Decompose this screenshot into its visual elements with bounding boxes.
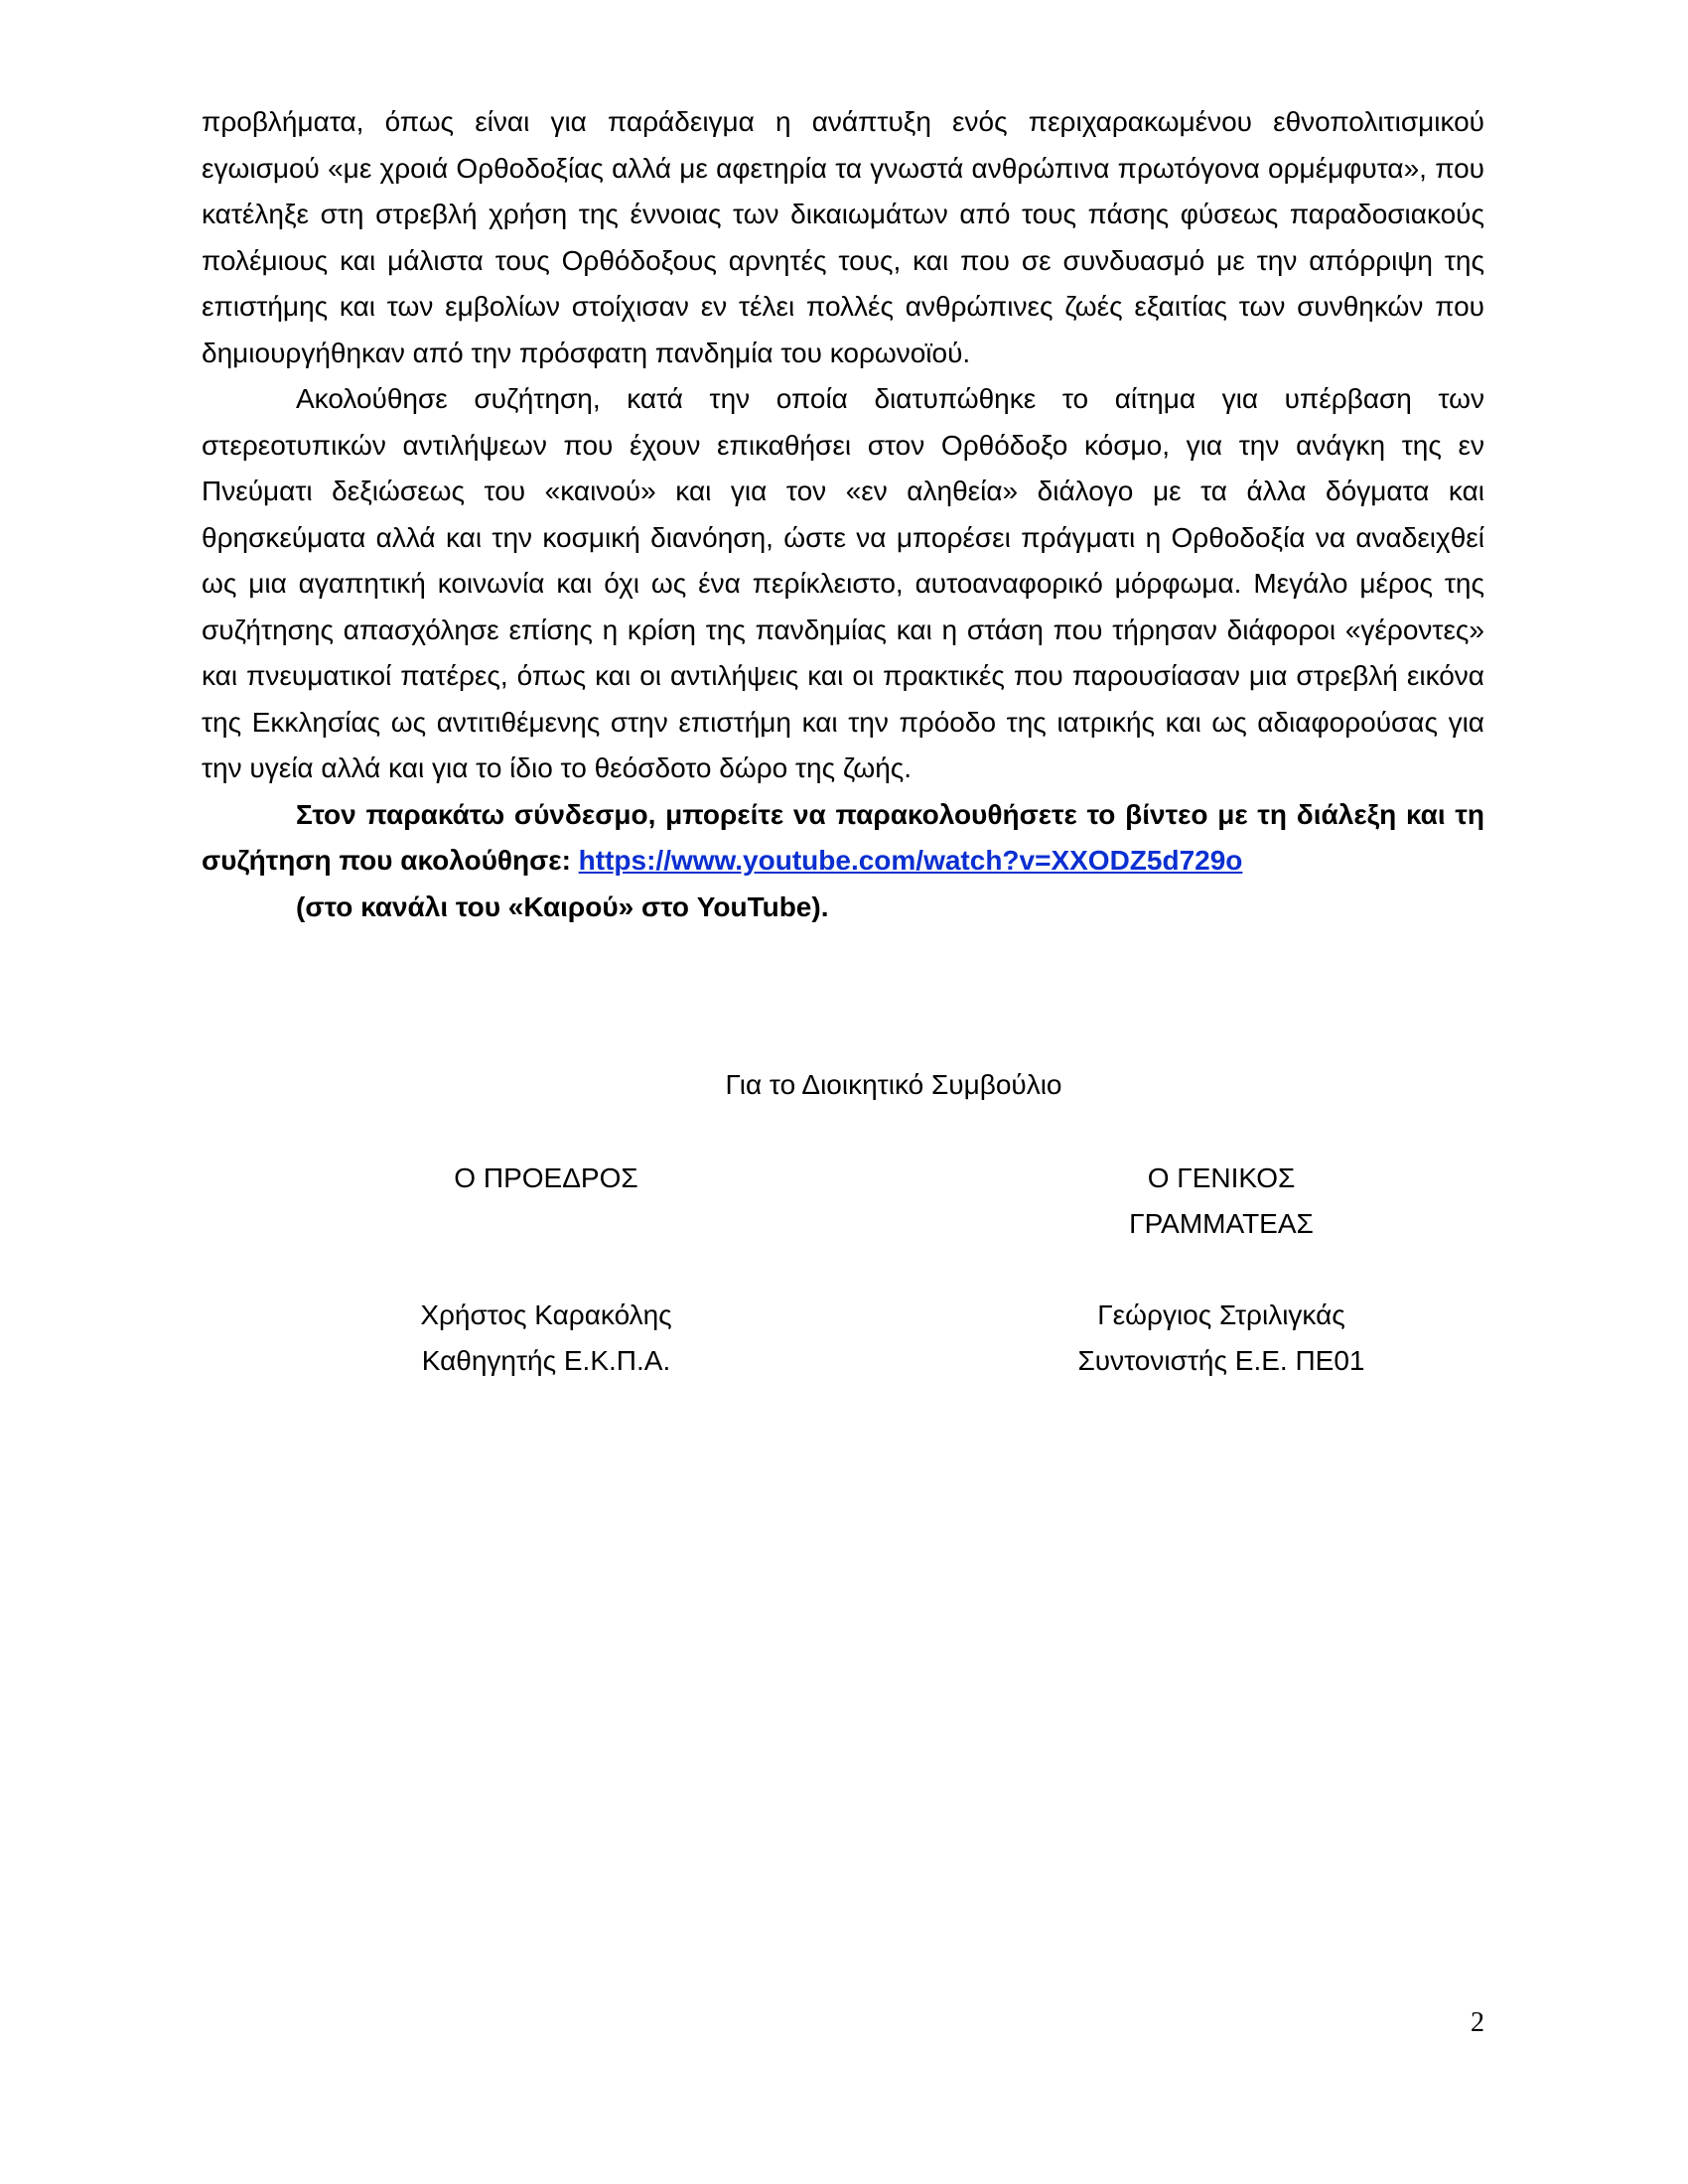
secretary-signature-block	[1023, 1156, 1420, 1384]
board-signature-line: Για το Διοικητικό Συμβούλιο	[725, 1069, 1062, 1100]
paragraph-video-link	[202, 792, 1484, 885]
youtube-link[interactable]: https://www.youtube.com/watch?v=XXODZ5d729o	[578, 845, 1243, 876]
secretary-role: Συντονιστής Ε.Ε. ΠΕ01	[1077, 1345, 1365, 1376]
document-body	[202, 99, 1484, 930]
secretary-title-line1: Ο ΓΕΝΙΚΟΣ	[1147, 1162, 1296, 1193]
paragraph-continuation: προβλήματα, όπως είναι για παράδειγμα η ανάπτυξη ενός περιχαρακωμένου εθνοπολιτισμικού εγωισμού «με χροιά Ορθοδοξίας αλλά με αφετηρία τα γνωστά ανθρώπινα πρωτόγονα ορμέμφυτα», που κατέληξε στη στρεβλή χρήση της έννοιας των δικαιωμάτων από τους πάσης φύσεως παραδοσιακούς πολέμιους και μάλιστα τους Ορθόδοξους αρνητές τους, και που σε συνδυασμό με την απόρριψη της επιστήμης και των εμβολίων στοίχισαν εν τέλει πολλές ανθρώπινες ζωές εξαιτίας των συνθηκών που δημιουργήθηκαν από την πρόσφατη πανδημία του κορωνοϊού.	[202, 106, 1484, 368]
video-link-intro: Στον παρακάτω σύνδεσμο, μπορείτε να παρακολουθήσετε το βίντεο με τη διάλεξη και τη συζήτηση που ακολούθησε:	[202, 798, 1484, 876]
president-name: Χρήστος Καρακόλης	[420, 1299, 672, 1330]
page-number: 2	[1471, 2007, 1484, 2038]
secretary-title-line2: ΓΡΑΜΜΑΤΕΑΣ	[1129, 1208, 1314, 1239]
paragraph-discussion: Ακολούθησε συζήτηση, κατά την οποία διατυπώθηκε το αίτημα για υπέρβαση των στερεοτυπικών αντιλήψεων που έχουν επικαθήσει στον Ορθόδοξο κόσμο, για την ανάγκη της εν Πνεύματι δεξιώσεως του «καινού» και για τον «εν αληθεία» διάλογο με τα άλλα δόγματα και θρησκεύματα αλλά και την κοσμική διανόηση, ώστε να μπορέσει πράγματι η Ορθοδοξία να αναδειχθεί ως μια αγαπητική κοινωνία και όχι ως ένα περίκλειστο, αυτοαναφορικό μόρφωμα. Μεγάλο μέρος της συζήτησης απασχόλησε επίσης η κρίση της πανδημίας και η στάση που τήρησαν διάφοροι «γέροντες» και πνευματικοί πατέρες, όπως και οι αντιλήψεις και οι πρακτικές που παρουσίασαν μια στρεβλή εικόνα της Εκκλησίας ως αντιτιθέμενης στην επιστήμη και την πρόοδο της ιατρικής και ως αδιαφορούσας για την υγεία αλλά και για το ίδιο το θεόσδοτο δώρο της ζωής.	[202, 383, 1484, 783]
president-title: Ο ΠΡΟΕΔΡΟΣ	[454, 1162, 638, 1193]
secretary-name: Γεώργιος Στριλιγκάς	[1097, 1299, 1345, 1330]
president-role: Καθηγητής Ε.Κ.Π.Α.	[421, 1345, 671, 1376]
channel-note: (στο κανάλι του «Καιρού» στο YouTube).	[296, 890, 829, 922]
president-signature-block	[348, 1156, 745, 1384]
